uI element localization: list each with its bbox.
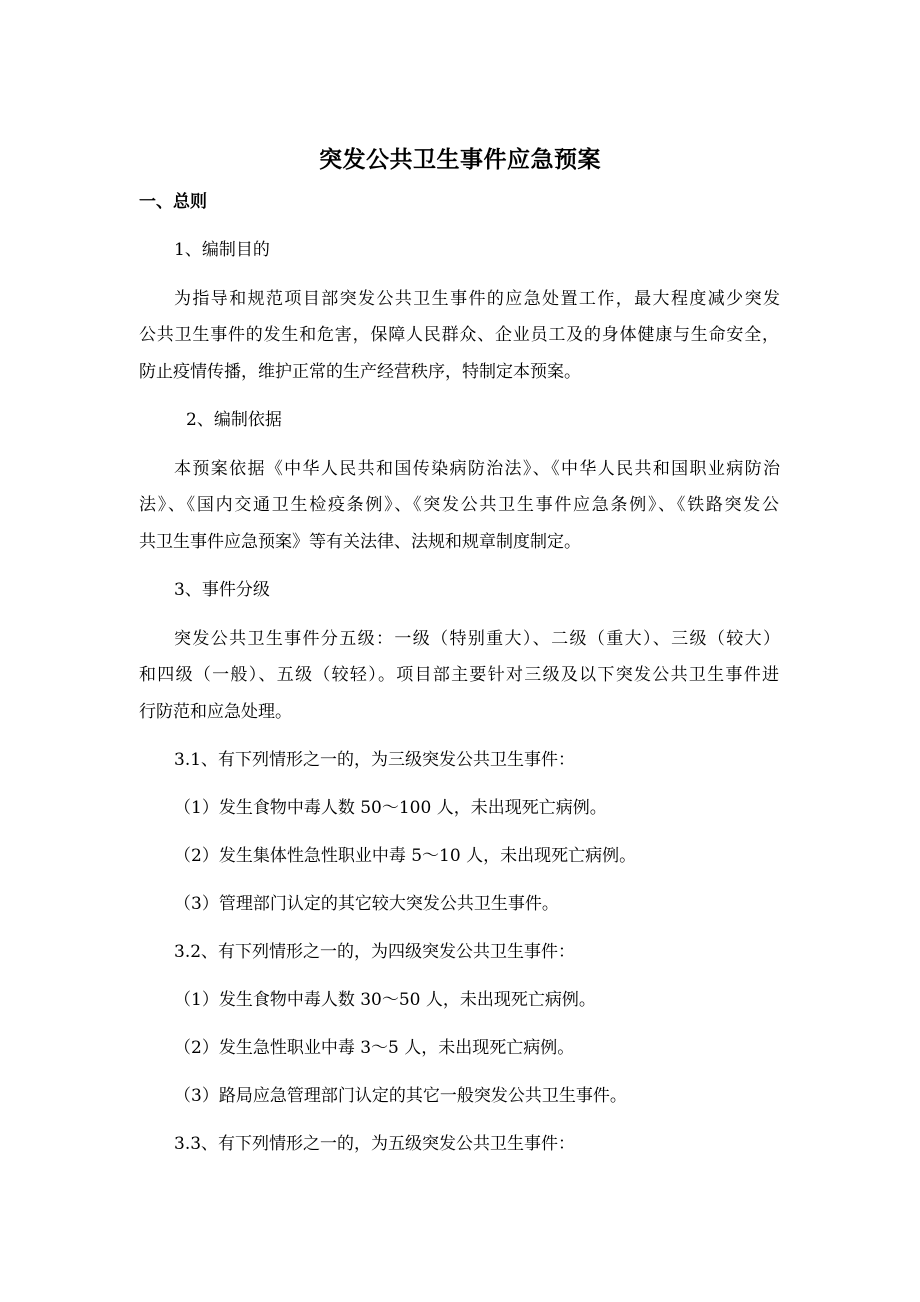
paragraph-classification-line-3: 行防范和应急处理。 [139,702,292,722]
list-item-level3-2: （2）发生集体性急性职业中毒 5～10 人，未出现死亡病例。 [174,846,637,866]
section-heading-general: 一、总则 [139,192,207,212]
paragraph-basis-line-3: 共卫生事件应急预案》等有关法律、法规和规章制度制定。 [139,532,581,552]
list-item-level3-1: （1）发生食物中毒人数 50～100 人，未出现死亡病例。 [174,798,607,818]
paragraph-basis-line-1: 本预案依据《中华人民共和国传染病防治法》、《中华人民共和国职业病防治 [174,459,780,479]
paragraph-classification-line-1: 突发公共卫生事件分五级：一级（特别重大）、二级（重大）、三级（较大） [174,629,780,649]
paragraph-basis-line-2: 法》、《国内交通卫生检疫条例》、《突发公共卫生事件应急条例》、《铁路突发公 [139,495,779,515]
subsection-title-level3: 3.1、有下列情形之一的，为三级突发公共卫生事件： [174,750,576,770]
list-item-level4-1: （1）发生食物中毒人数 30～50 人，未出现死亡病例。 [174,990,596,1010]
document-title: 突发公共卫生事件应急预案 [319,147,601,173]
subsection-title-basis: 2、编制依据 [186,410,282,430]
list-item-level4-3: （3）路局应急管理部门认定的其它一般突发公共卫生事件。 [174,1086,627,1106]
paragraph-purpose-line-1: 为指导和规范项目部突发公共卫生事件的应急处置工作，最大程度减少突发 [174,289,780,309]
paragraph-classification-line-2: 和四级（一般）、五级（较轻）。项目部主要针对三级及以下突发公共卫生事件进 [139,665,779,685]
subsection-title-purpose: 1、编制目的 [174,240,270,260]
subsection-title-level5: 3.3、有下列情形之一的，为五级突发公共卫生事件： [174,1134,576,1154]
paragraph-purpose-line-2: 公共卫生事件的发生和危害，保障人民群众、企业员工及的身体健康与生命安全， [139,325,779,345]
list-item-level4-2: （2）发生急性职业中毒 3～5 人，未出现死亡病例。 [174,1038,575,1058]
list-item-level3-3: （3）管理部门认定的其它较大突发公共卫生事件。 [174,894,559,914]
subsection-title-level4: 3.2、有下列情形之一的，为四级突发公共卫生事件： [174,942,576,962]
paragraph-purpose-line-3: 防止疫情传播，维护正常的生产经营秩序，特制定本预案。 [139,362,581,382]
subsection-title-classification: 3、事件分级 [174,580,270,600]
